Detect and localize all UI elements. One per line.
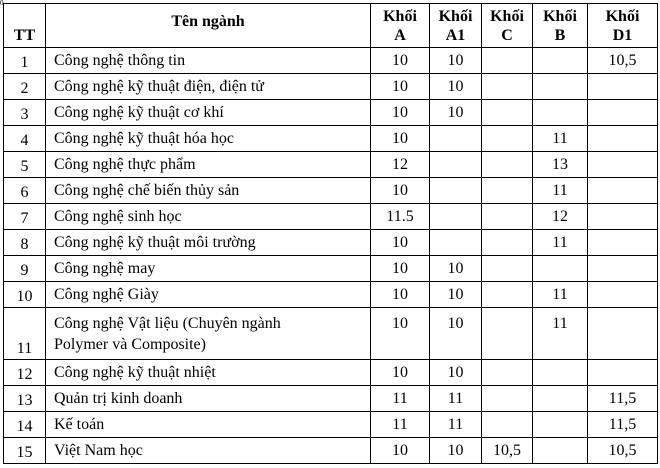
score-khoi-b: 13	[533, 152, 588, 178]
score-khoi-a1: 10	[430, 256, 482, 282]
header-khoi-b	[533, 4, 588, 48]
major-name: Công nghệ may	[46, 256, 371, 282]
major-name: Công nghệ kỹ thuật nhiệt	[46, 360, 371, 386]
score-khoi-a1: 11	[430, 386, 482, 412]
header-khoi-b-line2: B	[554, 26, 566, 44]
score-khoi-d1: 10,5	[588, 48, 658, 74]
major-name: Việt Nam học	[46, 438, 371, 464]
table-row	[4, 360, 658, 386]
score-khoi-c	[482, 204, 533, 230]
major-name: Công nghệ chế biến thủy sản	[46, 178, 371, 204]
score-khoi-a: 10	[371, 438, 430, 464]
row-number: 15	[4, 438, 46, 464]
score-khoi-a: 10	[371, 48, 430, 74]
score-khoi-b	[533, 386, 588, 412]
score-khoi-a1	[430, 230, 482, 256]
row-number: 9	[4, 256, 46, 282]
table-row	[4, 48, 658, 74]
score-khoi-b	[533, 74, 588, 100]
score-khoi-a1	[430, 126, 482, 152]
score-khoi-b: 11	[533, 230, 588, 256]
score-khoi-d1	[588, 100, 658, 126]
score-khoi-a1: 10	[430, 74, 482, 100]
header-row	[4, 4, 658, 48]
score-khoi-d1: 11,5	[588, 412, 658, 438]
row-number: 14	[4, 412, 46, 438]
score-khoi-a1: 10	[430, 438, 482, 464]
major-name: Quản trị kinh doanh	[46, 386, 371, 412]
score-khoi-d1	[588, 230, 658, 256]
score-khoi-c	[482, 282, 533, 308]
score-khoi-a1	[430, 152, 482, 178]
score-khoi-c: 10,5	[482, 438, 533, 464]
score-khoi-b	[533, 100, 588, 126]
major-name: Công nghệ Giày	[46, 282, 371, 308]
admission-score-table	[3, 3, 658, 464]
corner-mark: 0	[0, 0, 4, 7]
score-khoi-c	[482, 308, 533, 360]
score-khoi-a: 11	[371, 386, 430, 412]
score-khoi-d1	[588, 282, 658, 308]
score-khoi-d1	[588, 126, 658, 152]
header-khoi-c-line1: Khối	[490, 7, 524, 25]
header-khoi-a1-line2: A1	[445, 26, 466, 44]
table-row	[4, 152, 658, 178]
major-name: Công nghệ sinh học	[46, 204, 371, 230]
row-number: 3	[4, 100, 46, 126]
row-number: 4	[4, 126, 46, 152]
score-khoi-c	[482, 126, 533, 152]
score-khoi-d1	[588, 74, 658, 100]
major-name: Công nghệ kỹ thuật hóa học	[46, 126, 371, 152]
score-khoi-a: 10	[371, 100, 430, 126]
table-row	[4, 74, 658, 100]
header-name: Tên ngành	[46, 4, 371, 48]
score-khoi-a: 11.5	[371, 204, 430, 230]
table-row	[4, 282, 658, 308]
score-khoi-d1	[588, 308, 658, 360]
table-row	[4, 178, 658, 204]
score-khoi-a1: 10	[430, 360, 482, 386]
score-khoi-c	[482, 178, 533, 204]
score-khoi-a: 10	[371, 126, 430, 152]
table-row	[4, 386, 658, 412]
score-khoi-a1: 11	[430, 412, 482, 438]
score-khoi-b: 11	[533, 282, 588, 308]
header-khoi-b-line1: Khối	[543, 7, 577, 25]
header-khoi-a-line2: A	[394, 26, 406, 44]
score-khoi-a: 10	[371, 282, 430, 308]
row-number: 10	[4, 282, 46, 308]
score-khoi-b	[533, 360, 588, 386]
header-khoi-d1	[588, 4, 658, 48]
score-khoi-d1	[588, 152, 658, 178]
table-row	[4, 126, 658, 152]
score-khoi-d1	[588, 360, 658, 386]
table-row	[4, 256, 658, 282]
score-khoi-d1: 10,5	[588, 438, 658, 464]
header-khoi-a1-line1: Khối	[438, 7, 473, 25]
row-number: 7	[4, 204, 46, 230]
header-khoi-a1	[430, 4, 482, 48]
header-tt: TT	[4, 4, 46, 48]
score-khoi-c	[482, 412, 533, 438]
score-khoi-a1: 10	[430, 308, 482, 360]
header-khoi-c	[482, 4, 533, 48]
score-khoi-c	[482, 100, 533, 126]
score-khoi-a: 10	[371, 74, 430, 100]
score-khoi-c	[482, 256, 533, 282]
row-number: 13	[4, 386, 46, 412]
table-row	[4, 204, 658, 230]
header-khoi-c-line2: C	[501, 26, 513, 44]
header-khoi-a	[371, 4, 430, 48]
header-khoi-d1-line1: Khối	[605, 7, 640, 25]
row-number: 8	[4, 230, 46, 256]
score-khoi-a: 10	[371, 178, 430, 204]
score-khoi-c	[482, 152, 533, 178]
table-row	[4, 438, 658, 464]
score-khoi-d1	[588, 256, 658, 282]
major-name: Công nghệ kỹ thuật điện, điện tử	[46, 74, 371, 100]
score-khoi-c	[482, 386, 533, 412]
score-khoi-b	[533, 48, 588, 74]
score-khoi-b: 11	[533, 308, 588, 360]
table-row	[4, 308, 658, 360]
header-khoi-a-line1: Khối	[383, 7, 417, 25]
score-khoi-a: 10	[371, 230, 430, 256]
score-khoi-a: 11	[371, 412, 430, 438]
major-name: Công nghệ thực phẩm	[46, 152, 371, 178]
table-row	[4, 412, 658, 438]
score-khoi-b	[533, 412, 588, 438]
score-khoi-a1: 10	[430, 282, 482, 308]
major-name: Công nghệ thông tin	[46, 48, 371, 74]
score-khoi-c	[482, 230, 533, 256]
score-khoi-a1	[430, 204, 482, 230]
score-khoi-d1	[588, 178, 658, 204]
major-name: Công nghệ kỹ thuật môi trường	[46, 230, 371, 256]
score-khoi-a1: 10	[430, 48, 482, 74]
major-name: Công nghệ kỹ thuật cơ khí	[46, 100, 371, 126]
score-khoi-a: 10	[371, 256, 430, 282]
row-number: 1	[4, 48, 46, 74]
major-name-line2: Polymer và Composite)	[54, 335, 206, 353]
score-khoi-b: 12	[533, 204, 588, 230]
score-khoi-c	[482, 48, 533, 74]
row-number: 6	[4, 178, 46, 204]
score-khoi-a1: 10	[430, 100, 482, 126]
score-khoi-a: 10	[371, 360, 430, 386]
table-row	[4, 100, 658, 126]
score-khoi-b	[533, 438, 588, 464]
major-name	[46, 308, 371, 360]
major-name-line1: Công nghệ Vật liệu (Chuyên ngành	[54, 314, 281, 332]
row-number: 11	[4, 308, 46, 360]
score-khoi-c	[482, 74, 533, 100]
score-khoi-b: 11	[533, 178, 588, 204]
score-khoi-a1	[430, 178, 482, 204]
score-khoi-b	[533, 256, 588, 282]
score-khoi-a: 12	[371, 152, 430, 178]
row-number: 2	[4, 74, 46, 100]
row-number: 12	[4, 360, 46, 386]
score-khoi-d1	[588, 204, 658, 230]
score-khoi-b: 11	[533, 126, 588, 152]
score-khoi-d1: 11,5	[588, 386, 658, 412]
score-khoi-c	[482, 360, 533, 386]
score-khoi-a: 10	[371, 308, 430, 360]
header-khoi-d1-line2: D1	[612, 26, 633, 44]
table-row	[4, 230, 658, 256]
row-number: 5	[4, 152, 46, 178]
major-name: Kế toán	[46, 412, 371, 438]
